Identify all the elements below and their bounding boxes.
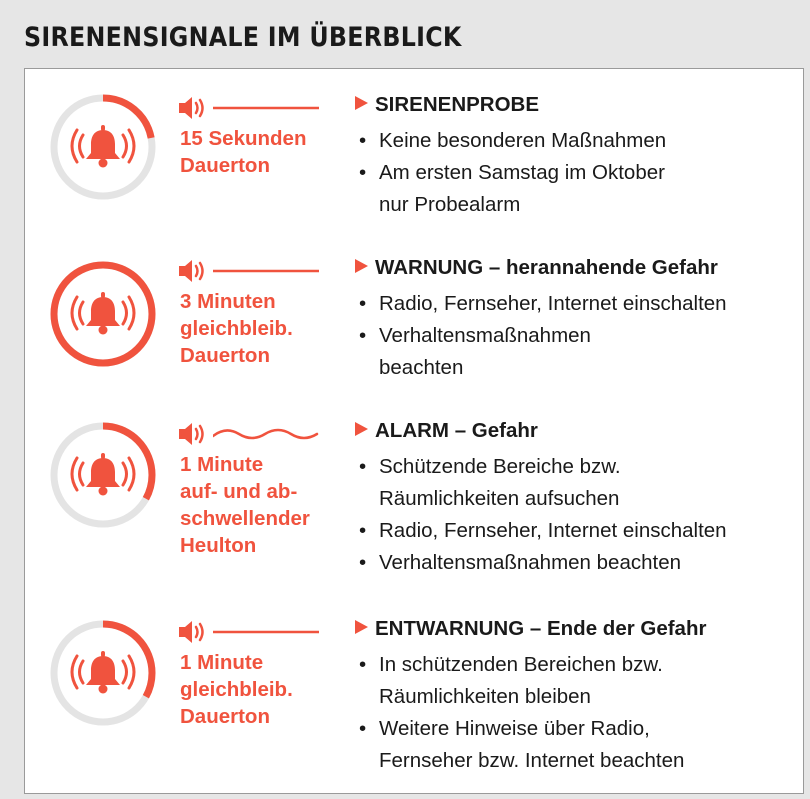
- bullet-icon: •: [359, 551, 367, 574]
- bullet-text: Weitere Hinweise über Radio, Fernseher bzw. Internet beachten: [379, 717, 685, 772]
- bell-icon: [86, 651, 120, 694]
- steady-tone-line: [213, 95, 323, 121]
- bullet-list: [357, 288, 797, 384]
- duration-line: gleichbleib.: [180, 678, 293, 701]
- bullet-list: [357, 451, 797, 579]
- bullet-icon: •: [359, 324, 367, 347]
- list-item: [357, 320, 797, 384]
- duration-line: 1 Minute: [180, 651, 264, 674]
- progress-ring: [49, 93, 157, 201]
- heading-text: WARNUNG – herannahende Gefahr: [375, 256, 718, 279]
- list-item: [357, 713, 797, 777]
- bullet-list: [357, 649, 797, 777]
- triangle-icon: [355, 620, 368, 634]
- bullet-text: Verhaltensmaßnahmen beachten: [379, 324, 591, 379]
- signal-duration: [180, 451, 350, 559]
- bullet-text: Radio, Fernseher, Internet einschalten: [379, 292, 727, 315]
- list-item: [357, 547, 797, 579]
- list-item: [357, 125, 797, 157]
- signals-panel: [24, 68, 804, 794]
- triangle-icon: [355, 422, 368, 436]
- duration-line: gleichbleib.: [180, 317, 293, 340]
- bullet-list: [357, 125, 797, 221]
- list-item: [357, 451, 797, 515]
- bullet-icon: •: [359, 161, 367, 184]
- duration-line: 3 Minuten: [180, 290, 276, 313]
- signal-heading: [355, 256, 718, 280]
- triangle-icon: [355, 96, 368, 110]
- heading-text: SIRENENPROBE: [375, 93, 540, 116]
- signal-heading: [355, 617, 706, 641]
- bell-icon: [86, 292, 120, 335]
- bullet-text: Keine besonderen Maßnahmen: [379, 129, 667, 152]
- progress-ring: [49, 619, 157, 727]
- list-item: [357, 515, 797, 547]
- bullet-text: In schützenden Bereichen bzw. Räumlichkeiten bleiben: [379, 653, 663, 708]
- duration-line: 1 Minute: [180, 453, 264, 476]
- bullet-icon: •: [359, 653, 367, 676]
- heading-text: ALARM – Gefahr: [375, 419, 538, 442]
- progress-ring: [49, 421, 157, 529]
- bullet-text: Am ersten Samstag im Oktober nur Probealarm: [379, 161, 665, 216]
- duration-line: auf- und ab-: [180, 480, 298, 503]
- signal-duration: [180, 649, 350, 730]
- list-item: [357, 157, 797, 221]
- signal-heading: [355, 419, 538, 443]
- steady-tone-line: [213, 258, 323, 284]
- list-item: [357, 649, 797, 713]
- wave-tone-line: [213, 421, 323, 447]
- heading-text: ENTWARNUNG – Ende der Gefahr: [375, 617, 707, 640]
- duration-line: schwellender: [180, 507, 310, 530]
- page-title: SIRENENSIGNALE IM ÜBERBLICK: [24, 22, 462, 53]
- progress-ring: [49, 260, 157, 368]
- signal-duration: [180, 288, 350, 369]
- duration-line: Dauerton: [180, 344, 270, 367]
- signal-heading: [355, 93, 539, 117]
- bullet-icon: •: [359, 129, 367, 152]
- bell-icon: [86, 453, 120, 496]
- duration-line: Heulton: [180, 534, 257, 557]
- bullet-icon: •: [359, 519, 367, 542]
- list-item: [357, 288, 797, 320]
- duration-line: Dauerton: [180, 705, 270, 728]
- bullet-text: Schützende Bereiche bzw. Räumlichkeiten aufsuchen: [379, 455, 621, 510]
- speaker-icon: [177, 95, 209, 121]
- signal-duration: [180, 125, 350, 179]
- bell-icon: [86, 125, 120, 168]
- bullet-text: Radio, Fernseher, Internet einschalten: [379, 519, 727, 542]
- speaker-icon: [177, 421, 209, 447]
- duration-line: 15 Sekunden: [180, 127, 307, 150]
- triangle-icon: [355, 259, 368, 273]
- speaker-icon: [177, 619, 209, 645]
- steady-tone-line: [213, 619, 323, 645]
- bullet-icon: •: [359, 455, 367, 478]
- bullet-icon: •: [359, 717, 367, 740]
- bullet-text: Verhaltensmaßnahmen beachten: [379, 551, 682, 574]
- speaker-icon: [177, 258, 209, 284]
- bullet-icon: •: [359, 292, 367, 315]
- duration-line: Dauerton: [180, 154, 270, 177]
